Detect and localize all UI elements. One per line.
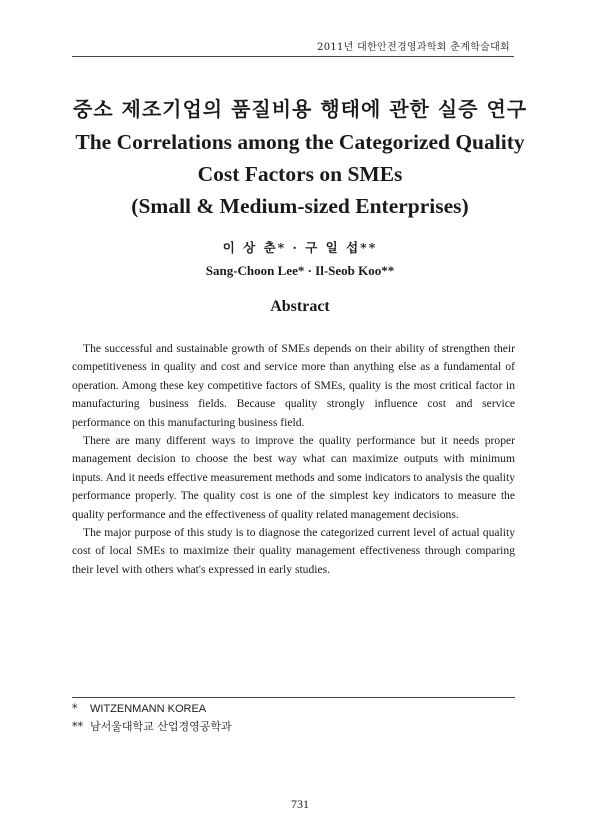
abstract-paragraph-3: The major purpose of this study is to diagnose the categorized current level of actual quality cost of local SMEs to maximize their quality management effectiveness through comparing their level with others what's expressed in early studies.	[72, 526, 515, 576]
title-block	[40, 96, 560, 222]
title-korean: 중소 제조기업의 품질비용 행태에 관한 실증 연구	[72, 97, 528, 121]
footnote-mark: **	[72, 720, 83, 733]
abstract-paragraph-1: The successful and sustainable growth of SMEs depends on their ability of strengthen their competitiveness in quality and cost and service more than anything else as a fundamental of operation. Among these key competitive factors of SMEs, quality is the most critical factor in manufacturing business fields. Because quality strongly influence cost and service performance on this manufacturing business field.	[72, 342, 515, 429]
footnotes	[72, 700, 232, 736]
authors-block	[40, 239, 560, 281]
title-english-line-3: (Small & Medium-sized Enterprises)	[131, 194, 469, 218]
title-english-line-2: Cost Factors on SMEs	[197, 162, 403, 186]
abstract-heading: Abstract	[270, 298, 330, 315]
page-number: 731	[291, 797, 309, 811]
footnote-text: 남서울대학교 산업경영공학과	[90, 720, 232, 733]
abstract-paragraph-2: There are many different ways to improve the quality performance but it needs proper management decision to choose the best way what can maximize outputs with minimum inputs. And it needs effective measurement methods and some indicators to analysis the quality performance properly. The quality cost is one of the simplest key indicators to measure the quality performance and the effectiveness of quality related management decisions.	[72, 434, 515, 521]
header-rule	[72, 56, 514, 57]
footnote-text: WITZENMANN KOREA	[90, 703, 207, 715]
abstract-body	[72, 340, 515, 579]
footnote-rule	[72, 697, 515, 698]
footnote-2	[72, 718, 232, 736]
running-head: 2011년 대한안전경영과학회 춘계학술대회	[317, 42, 510, 53]
footnote-1	[72, 700, 232, 718]
authors-korean: 이 상 춘* · 구 일 섭**	[222, 240, 378, 255]
footnote-mark: *	[72, 702, 78, 715]
title-english-line-1: The Correlations among the Categorized Quality	[75, 130, 525, 154]
authors-english: Sang-Choon Lee* · Il-Seob Koo**	[205, 263, 395, 278]
